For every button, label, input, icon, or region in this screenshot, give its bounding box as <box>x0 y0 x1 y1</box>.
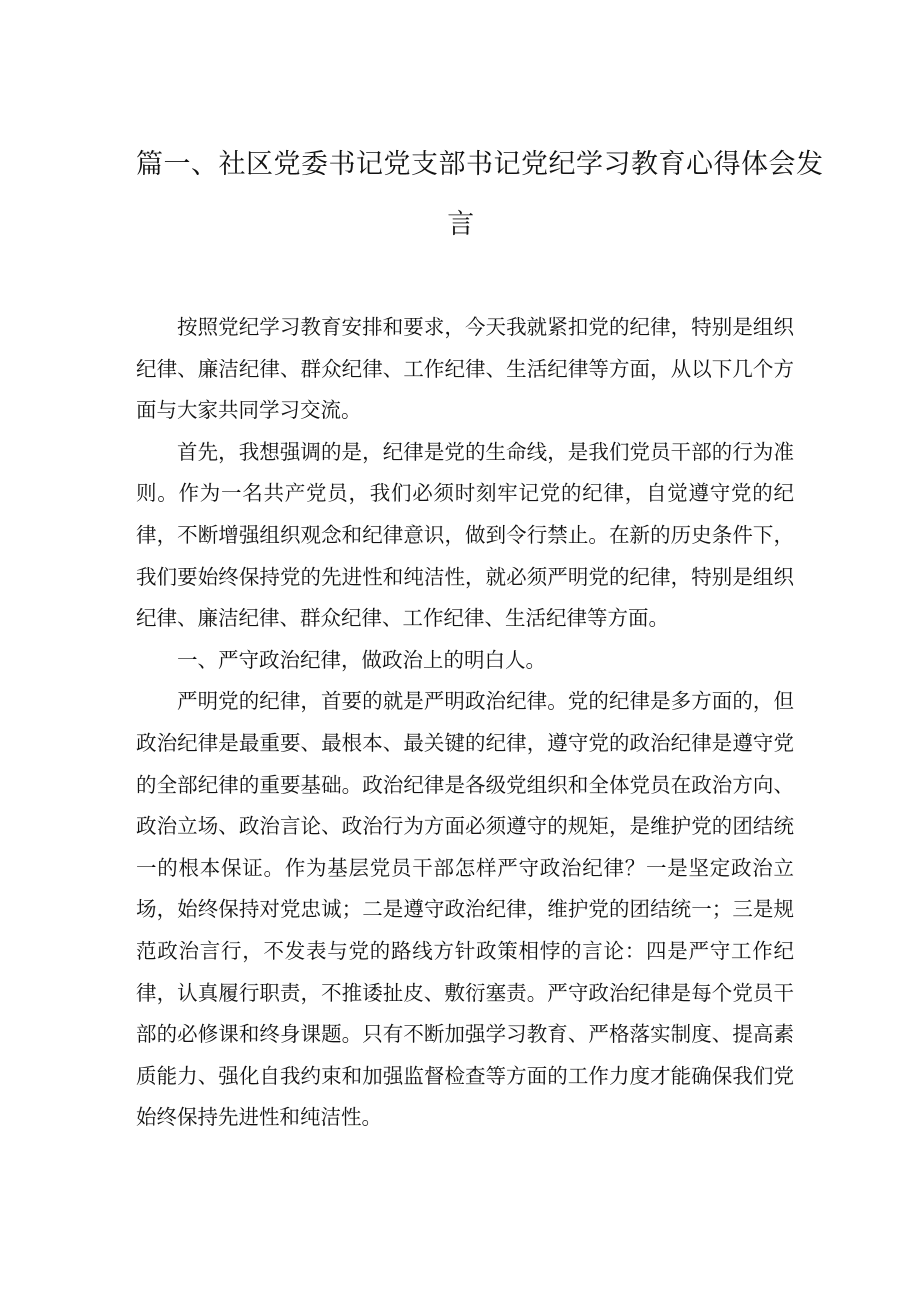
document-body <box>136 307 794 1139</box>
paragraph-first-point: 首先，我想强调的是，纪律是党的生命线，是我们党员干部的行为准则。作为一名共产党员，我们必须时刻牢记党的纪律，自觉遵守党的纪律，不断增强组织观念和纪律意识，做到令行禁止。在新的历史条件下，我们要始终保持党的先进性和纯洁性，就必须严明党的纪律，特别是组织纪律、廉洁纪律、群众纪律、工作纪律、生活纪律等方面。 <box>136 439 794 631</box>
document-title-line-2: 言 <box>447 209 475 240</box>
section-heading-political-discipline: 一、严守政治纪律，做政治上的明白人。 <box>177 647 546 672</box>
document-title-line-1: 篇一、社区党委书记党支部书记党纪学习教育心得体会发 <box>136 149 824 180</box>
paragraph-political-discipline: 严明党的纪律，首要的就是严明政治纪律。党的纪律是多方面的，但政治纪律是最重要、最根本、最关键的纪律，遵守党的政治纪律是遵守党的全部纪律的重要基础。政治纪律是各级党组织和全体党员在政治方向、政治立场、政治言论、政治行为方面必须遵守的规矩，是维护党的团结统一的根本保证。作为基层党员干部怎样严守政治纪律？一是坚定政治立场，始终保持对党忠诚；二是遵守政治纪律，维护党的团结统一；三是规范政治言行，不发表与党的路线方针政策相悖的言论：四是严守工作纪律，认真履行职责，不推诿扯皮、敷衍塞责。严守政治纪律是每个党员干部的必修课和终身课题。只有不断加强学习教育、严格落实制度、提高素质能力、强化自我约束和加强监督检查等方面的工作力度才能确保我们党始终保持先进性和纯洁性。 <box>136 689 794 1130</box>
paragraph-intro: 按照党纪学习教育安排和要求，今天我就紧扣党的纪律，特别是组织纪律、廉洁纪律、群众纪律、工作纪律、生活纪律等方面，从以下几个方面与大家共同学习交流。 <box>136 315 794 423</box>
